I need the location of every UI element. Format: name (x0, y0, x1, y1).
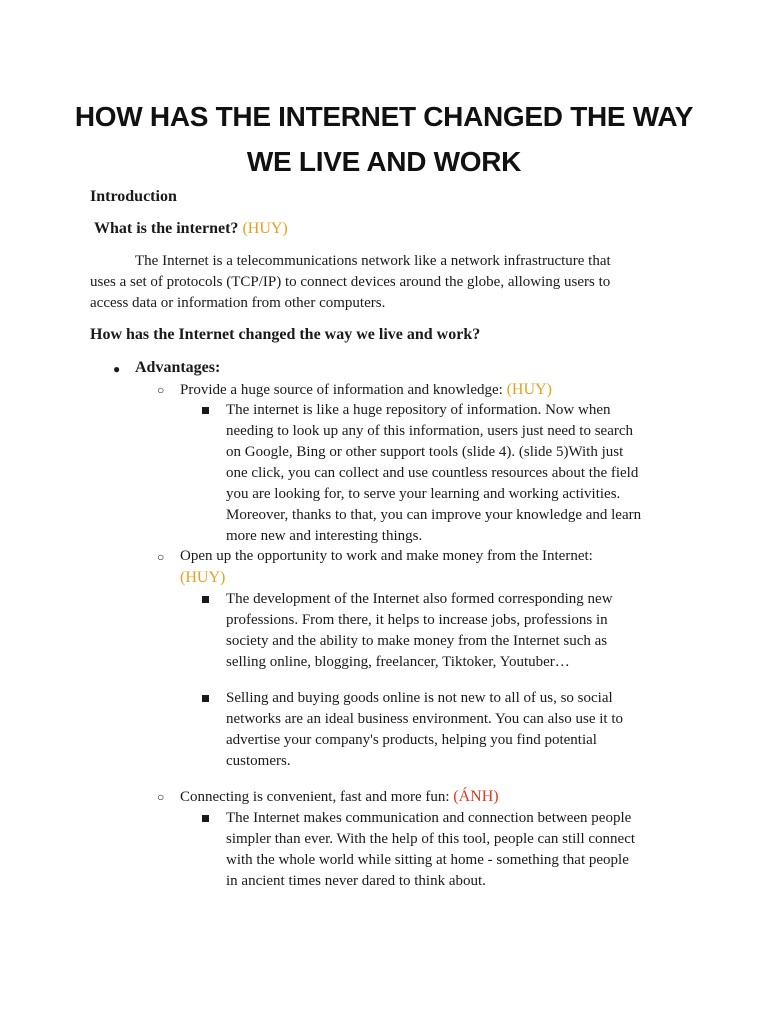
title-line-1: HOW HAS THE INTERNET CHANGED THE WAY (74, 101, 694, 132)
advantages-label: Advantages: (135, 359, 221, 376)
list-item (226, 400, 641, 547)
square-bullet-icon (202, 407, 209, 414)
detail-line: you are looking for, to serve your learning and working activities. (226, 486, 621, 502)
list-item (180, 546, 593, 588)
what-is-internet-heading (94, 219, 288, 239)
list-item (180, 379, 552, 401)
sub-item-line (180, 379, 552, 401)
detail-line: Selling and buying goods online is not new to all of us, so social (226, 690, 613, 706)
detail-line: The internet is like a huge repository of information. Now when (226, 402, 611, 418)
list-item (180, 786, 499, 808)
detail-line: in ancient times never dared to think about. (226, 873, 486, 889)
intro-paragraph (90, 251, 611, 314)
circle-bullet-icon: ○ (157, 383, 165, 397)
page-title (60, 94, 708, 184)
square-bullet-icon (202, 815, 209, 822)
detail-line: Moreover, thanks to that, you can improve your knowledge and learn (226, 507, 642, 523)
detail-line: more new and interesting things. (226, 528, 423, 544)
author-tag-huy: (HUY) (242, 220, 288, 237)
detail-line: The Internet makes communication and connection between people (226, 810, 632, 826)
what-heading-text: What is the internet? (94, 220, 239, 237)
square-bullet-icon (202, 596, 209, 603)
author-tag-huy: (HUY) (180, 569, 226, 586)
sub-item-line (180, 786, 499, 808)
paragraph-line: uses a set of protocols (TCP/IP) to connect devices around the globe, allowing users to (90, 274, 611, 290)
detail-line: networks are an ideal business environment. You can also use it to (226, 711, 624, 727)
detail-line: one click, you can collect and use countless resources about the field (226, 465, 639, 481)
list-item (226, 688, 623, 772)
disc-bullet-icon: ● (113, 362, 121, 376)
detail-line: advertise your company's products, helping you find potential (226, 732, 597, 748)
detail-line: The development of the Internet also formed corresponding new (226, 591, 613, 607)
detail-line: customers. (226, 753, 291, 769)
list-item (226, 808, 635, 892)
detail-line: selling online, blogging, freelancer, Tiktoker, Youtuber… (226, 654, 570, 670)
paragraph-line: access data or information from other computers. (90, 295, 386, 311)
author-tag-anh: (ÁNH) (453, 788, 499, 805)
square-bullet-icon (202, 695, 209, 702)
sub-item-text: Provide a huge source of information and knowledge: (180, 382, 503, 398)
how-changed-heading: How has the Internet changed the way we live and work? (90, 326, 481, 343)
detail-line: society and the ability to make money from the Internet such as (226, 633, 608, 649)
sub-item-text: Connecting is convenient, fast and more fun: (180, 789, 450, 805)
detail-line: needing to look up any of this information, users just need to search (226, 423, 633, 439)
author-tag-huy: (HUY) (506, 381, 552, 398)
title-line-2: WE LIVE AND WORK (246, 146, 522, 177)
introduction-heading: Introduction (90, 188, 177, 205)
detail-line: simpler than ever. With the help of this tool, people can still connect (226, 831, 636, 847)
circle-bullet-icon: ○ (157, 790, 165, 804)
list-item (226, 589, 613, 673)
detail-line: on Google, Bing or other support tools (slide 4). (slide 5)With just (226, 444, 624, 460)
detail-line: professions. From there, it helps to increase jobs, professions in (226, 612, 608, 628)
sub-item-line: Open up the opportunity to work and make money from the Internet: (180, 548, 593, 564)
paragraph-line: The Internet is a telecommunications network like a network infrastructure that (135, 253, 611, 269)
detail-line: with the whole world while sitting at home - something that people (226, 852, 629, 868)
circle-bullet-icon: ○ (157, 550, 165, 564)
